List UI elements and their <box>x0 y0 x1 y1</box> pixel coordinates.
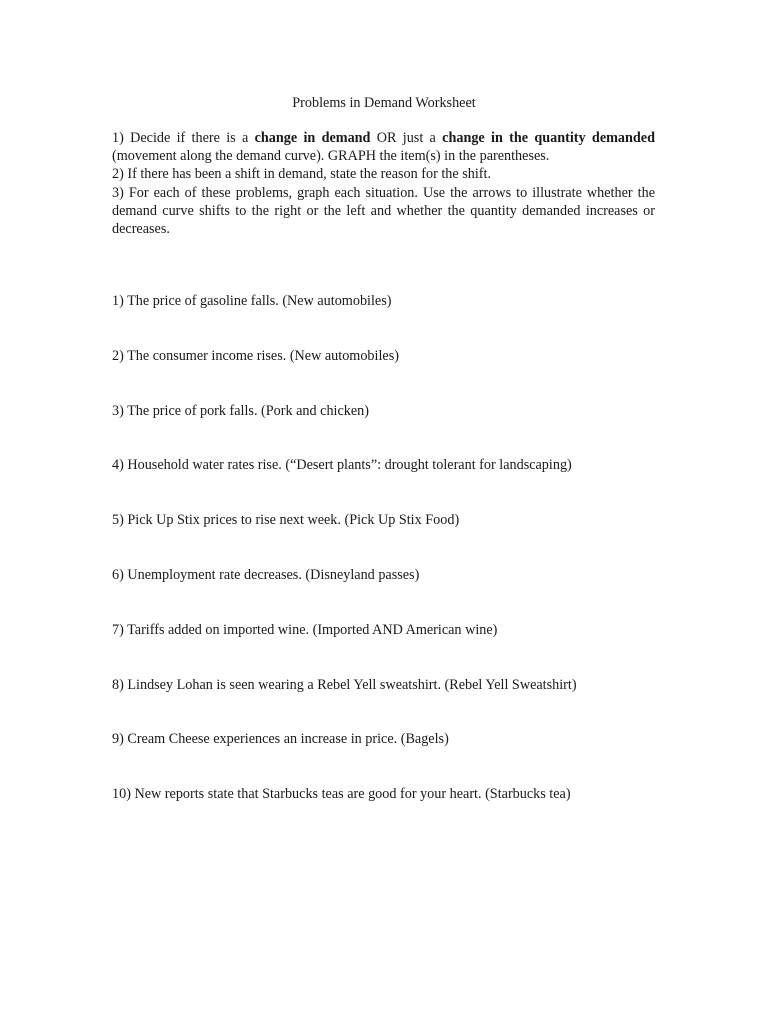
instructions-block <box>112 129 655 238</box>
problem-item: 9) Cream Cheese experiences an increase in price. (Bagels) <box>112 731 449 748</box>
problem-item: 6) Unemployment rate decreases. (Disneyland passes) <box>112 566 420 583</box>
problem-item: 8) Lindsey Lohan is seen wearing a Rebel Yell sweatshirt. (Rebel Yell Sweatshirt) <box>112 676 577 693</box>
instruction-3: 3) For each of these problems, graph each situation. Use the arrows to illustrate whether the demand curve shifts to the right or the left and whether the quantity demanded increases or decreases. <box>112 184 655 238</box>
instruction-1-text-b: OR just a <box>370 130 443 146</box>
problem-item: 5) Pick Up Stix prices to rise next week. (Pick Up Stix Food) <box>112 512 460 529</box>
problem-item: 7) Tariffs added on imported wine. (Imported AND American wine) <box>112 621 498 638</box>
problem-list <box>112 291 712 839</box>
problem-item: 4) Household water rates rise. (“Desert plants”: drought tolerant for landscaping) <box>112 457 572 474</box>
problem-item: 2) The consumer income rises. (New automobiles) <box>112 347 399 364</box>
instruction-1 <box>112 129 655 165</box>
problem-item: 1) The price of gasoline falls. (New automobiles) <box>112 293 392 309</box>
instruction-1-text-c: (movement along the demand curve). GRAPH the item(s) in the parentheses. <box>112 148 550 165</box>
problem-item: 10) New reports state that Starbucks teas are good for your heart. (Starbucks tea) <box>112 786 571 803</box>
instruction-1-bold-quantity-demanded: change in the quantity demanded <box>442 130 655 146</box>
instruction-1-bold-change-in-demand: change in demand <box>254 130 371 146</box>
instruction-2: 2) If there has been a shift in demand, state the reason for the shift. <box>112 166 491 183</box>
worksheet-title: Problems in Demand Worksheet <box>292 95 476 111</box>
instruction-1-text-a: 1) Decide if there is a <box>112 130 255 146</box>
problem-item: 3) The price of pork falls. (Pork and chicken) <box>112 402 369 419</box>
